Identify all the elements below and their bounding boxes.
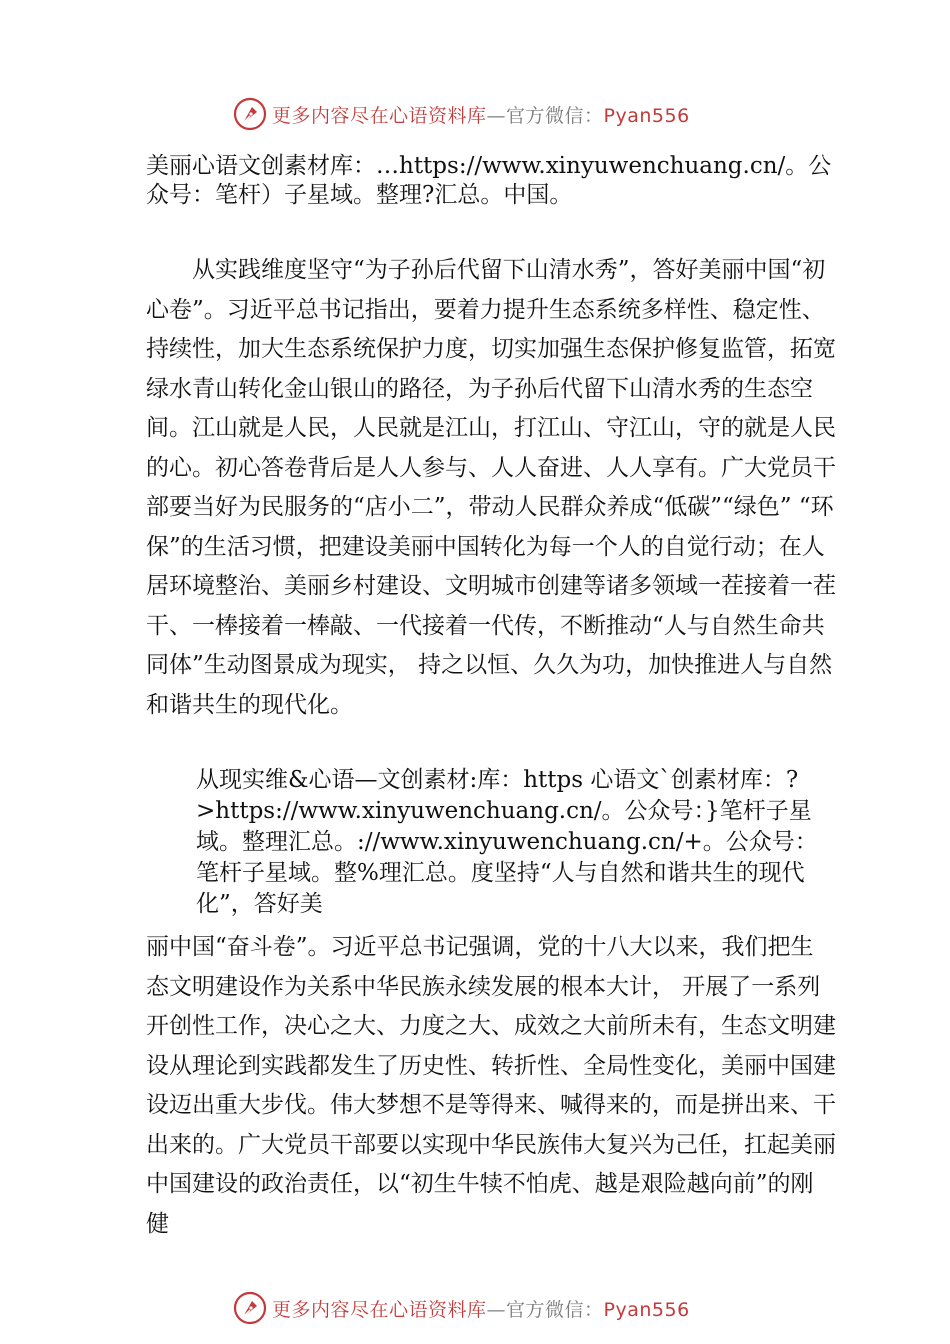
pen-nib-logo-icon [232,96,268,132]
quote-block: 从现实维&心语—文创素材:库：https 心语文`创素材库：?>https://www.xinyuwenchuang.cn/。公众号：}笔杆子星域。整理汇总。://www.xinyuwenchuang.cn/+。公众号：笔杆子星域。整%理汇总。度坚持“人与自然和谐共生的现代化”，答好美 [196,767,818,917]
banner-separator: — [486,104,507,127]
banner-wechat-label: 官方微信： [506,104,604,127]
banner-text [272,1295,690,1322]
banner-account: Pyan556 [603,1298,690,1321]
banner-text [272,101,690,128]
banner-account: Pyan556 [603,104,690,127]
header-banner [232,94,690,134]
intro-text: 美丽心语文创素材库：…https://www.xinyuwenchuang.cn/。公众号：笔杆）子星域。整理?汇总。中国。 [146,153,832,208]
banner-slogan: 更多内容尽在心语资料库 [272,1298,487,1321]
banner-separator: — [486,1298,507,1321]
paragraph-2: 丽中国“奋斗卷”。习近平总书记强调，党的十八大以来，我们把生态文明建设作为关系中华民族永续发展的根本大计， 开展了一系列开创性工作，决心之大、力度之大、成效之大前所未有，生态文明建设从理论到实践都发生了历史性、转折性、全局性变化，美丽中国建设迈出重大步伐。伟大梦想不是等得来、喊得来的，而是拼出来、干出来的。广大党员干部要以实现中华民族伟大复兴为己任，扛起美丽中国建设的政治责任，以“初生牛犊不怕虎、越是艰险越向前”的刚健 [146,934,836,1237]
footer-banner [232,1288,690,1328]
banner-slogan: 更多内容尽在心语资料库 [272,104,487,127]
paragraph-1: 从实践维度坚守“为子孙后代留下山清水秀”，答好美丽中国“初心卷”。习近平总书记指出，要着力提升生态系统多样性、稳定性、持续性，加大生态系统保护力度，切实加强生态保护修复监管，拓宽绿水青山转化金山银山的路径，为子孙后代留下山清水秀的生态空间。江山就是人民，人民就是江山，打江山、守江山，守的就是人民的心。初心答卷背后是人人参与、人人奋进、人人享有。广大党员干部要当好为民服务的“店小二”，带动人民群众养成“低碳”“绿色” “环保”的生活习惯，把建设美丽中国转化为每一个人的自觉行动；在人居环境整治、美丽乡村建设、文明城市创建等诸多领域一茬接着一茬干、一棒接着一棒敲、一代接着一代传，不断推动“人与自然生命共同体”生动图景成为现实， 持之以恒、久久为功，加快推进人与自然和谐共生的现代化。 [146,257,836,718]
banner-wechat-label: 官方微信： [506,1298,604,1321]
pen-nib-logo-icon [232,1290,268,1326]
